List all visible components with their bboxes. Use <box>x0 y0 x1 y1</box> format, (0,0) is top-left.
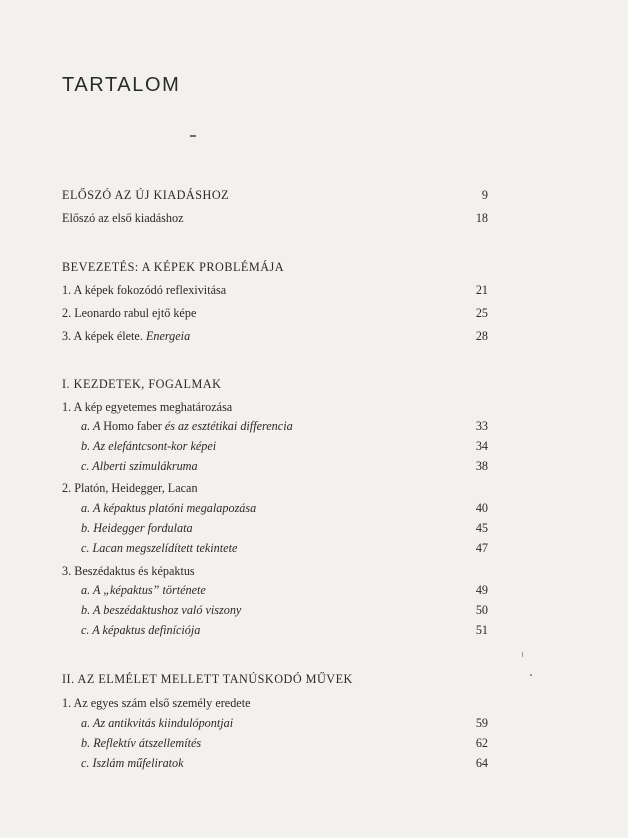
toc-entry-page: 50 <box>475 603 488 617</box>
toc-section-heading <box>62 670 488 688</box>
toc-entry-page: 38 <box>475 459 488 473</box>
toc-entry-title: 1. A kép egyetemes meghatározása <box>62 400 233 414</box>
toc-entry-title: 3. A képek élete. Energeia <box>62 329 191 343</box>
toc-subentry <box>62 714 488 732</box>
toc-entry-page: 25 <box>475 306 488 320</box>
toc-subentry <box>62 499 488 517</box>
toc-entry <box>62 398 488 416</box>
toc-entry-title: BEVEZETÉS: A KÉPEK PROBLÉMÁJA <box>62 260 285 274</box>
toc-entry-title: a. Az antikvitás kiindulópontjai <box>81 716 234 730</box>
toc-subentry <box>62 754 488 772</box>
toc-subentry <box>62 601 488 619</box>
toc-entry-title: c. A képaktus definíciója <box>81 623 201 637</box>
toc-entry <box>62 209 488 227</box>
toc-subentry <box>62 734 488 752</box>
toc-entry-page: 59 <box>475 716 488 730</box>
toc-entry <box>62 304 488 322</box>
toc-subentry <box>62 417 488 435</box>
toc-entry-page: 47 <box>475 541 488 555</box>
toc-entry-title: b. Reflektív átszellemítés <box>81 736 202 750</box>
paper-speck <box>530 674 532 676</box>
toc-entry-title: a. A képaktus platóni megalapozása <box>81 501 257 515</box>
toc-entry-title: b. Heidegger fordulata <box>81 521 193 535</box>
toc-entry-page: 62 <box>475 736 488 750</box>
toc-entry-title: 2. Leonardo rabul ejtő képe <box>62 306 197 320</box>
toc-entry-title: b. Az elefántcsont-kor képei <box>81 439 217 453</box>
toc-section-heading <box>62 258 488 276</box>
toc-entry-page: 18 <box>475 211 488 225</box>
toc-section-heading <box>62 375 488 393</box>
toc-entry-title: c. Alberti szimulákruma <box>81 459 198 473</box>
toc-entry-page: 34 <box>475 439 488 453</box>
toc-entry-page: 51 <box>475 623 488 637</box>
toc-entry-page: 9 <box>481 188 488 202</box>
paper-speck <box>522 652 523 657</box>
toc-entry-title: c. Lacan megszelídített tekintete <box>81 541 238 555</box>
toc-entry-page: 49 <box>475 583 488 597</box>
toc-subentry <box>62 621 488 639</box>
toc-entry-title: a. A „képaktus” története <box>81 583 206 597</box>
toc-entry <box>62 694 488 712</box>
toc-entry-page: 21 <box>475 283 488 297</box>
toc-subentry <box>62 539 488 557</box>
toc-entry-page: 40 <box>475 501 488 515</box>
toc-subentry <box>62 437 488 455</box>
toc-entry-title: II. AZ ELMÉLET MELLETT TANÚSKODÓ MŰVEK <box>62 672 353 686</box>
toc-entry-page: 33 <box>475 419 488 433</box>
toc-entry-page: 28 <box>475 329 488 343</box>
toc-entry-title: a. A Homo faber és az esztétikai differencia <box>81 419 293 433</box>
toc-subentry <box>62 457 488 475</box>
toc-entry-title: c. Iszlám műfeliratok <box>81 756 184 770</box>
toc-entry-title: Előszó az első kiadáshoz <box>62 211 184 225</box>
toc-entry-title: 3. Beszédaktus és képaktus <box>62 564 195 578</box>
toc-entry-title: b. A beszédaktushoz való viszony <box>81 603 242 617</box>
toc-entry <box>62 186 488 204</box>
toc-entry <box>62 562 488 580</box>
toc-entry-title: ELŐSZÓ AZ ÚJ KIADÁSHOZ <box>62 188 230 202</box>
page-title: TARTALOM <box>62 74 181 96</box>
toc-subentry <box>62 581 488 599</box>
toc-subentry <box>62 519 488 537</box>
toc-entry <box>62 479 488 497</box>
toc-entry <box>62 327 488 345</box>
toc-entry-title: 2. Platón, Heidegger, Lacan <box>62 481 198 495</box>
toc-entry-page: 64 <box>475 756 488 770</box>
toc-entry-title: 1. Az egyes szám első személy eredete <box>62 696 251 710</box>
toc-entry-page: 45 <box>475 521 488 535</box>
toc-entry <box>62 281 488 299</box>
toc-entry-title: I. KEZDETEK, FOGALMAK <box>62 377 222 391</box>
toc-entry-title: 1. A képek fokozódó reflexivitása <box>62 283 227 297</box>
